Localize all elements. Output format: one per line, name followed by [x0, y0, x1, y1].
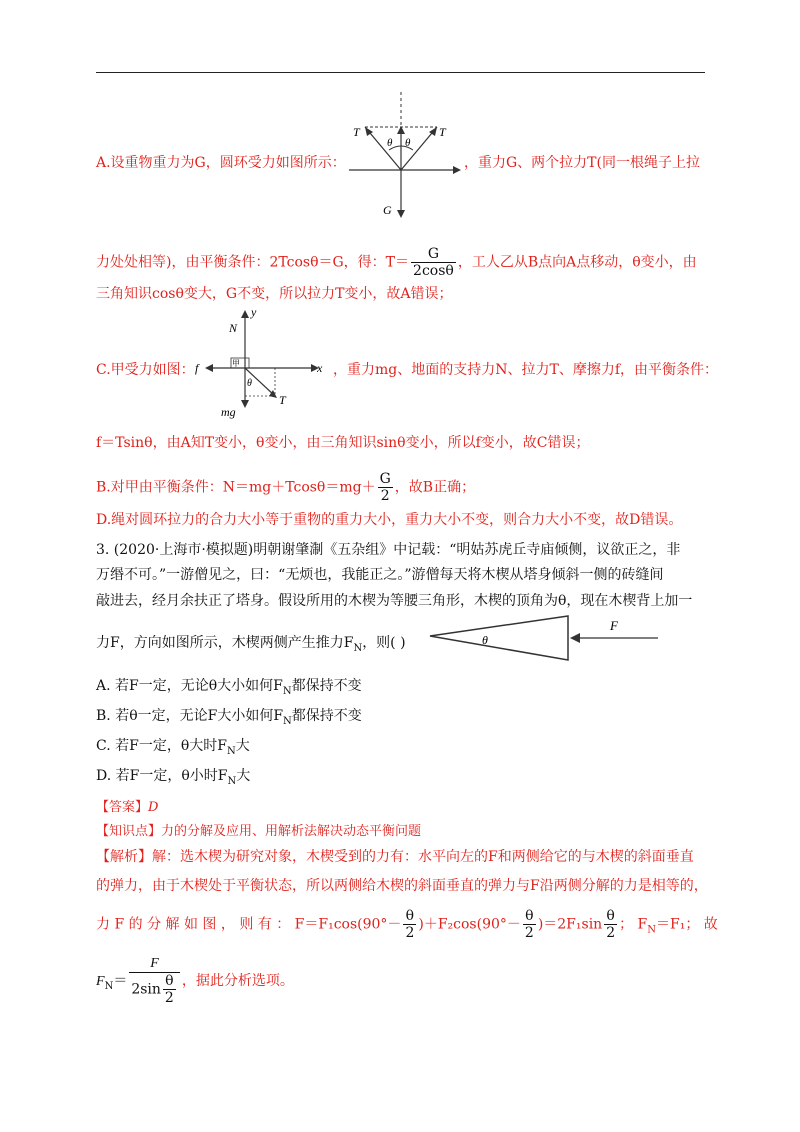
para-A-line1 — [96, 153, 346, 173]
option-C-sub: N — [226, 745, 236, 757]
fraction-T — [411, 246, 456, 279]
option-A-text: A. 若F一定，无论θ大小如何F — [96, 678, 283, 694]
answer-label: 【答案】 — [96, 800, 149, 815]
para-A-line1-suffix — [464, 153, 700, 173]
option-B-sub: N — [283, 715, 292, 727]
analysis-line1 — [96, 847, 694, 867]
ring-T-right-label: T — [439, 125, 446, 139]
fraction-theta-3-num: θ — [604, 908, 617, 925]
knowledge-point-line — [96, 822, 421, 842]
analysis-text-1: 解：选木楔为研究对象，木楔受到的力有：水平向左的F和两侧给它的与木楔的斜面垂直 — [152, 849, 694, 865]
para-A2-text: 力处处相等)，由平衡条件：2Tcosθ＝G，得：T＝ — [96, 254, 410, 271]
analysis-sub-N: N — [647, 924, 657, 936]
question-line1 — [96, 540, 680, 560]
question-line3 — [96, 591, 692, 611]
question-text-3: 敲进去，经月余扶正了塔身。假设所用的木楔为等腰三角形，木楔的顶角为θ，现在木楔背上加一 — [96, 593, 693, 609]
ring-T-left-label: T — [353, 125, 360, 139]
block-f-label: f — [195, 361, 199, 375]
fraction-FN-den: 2sin — [131, 981, 161, 998]
option-A[interactable] — [96, 676, 362, 702]
block-jia-label: 甲 — [232, 359, 240, 368]
option-B-text: B. 若θ一定，无论F大小如何F — [96, 708, 284, 724]
option-C-text: C. 若F一定，θ大时F — [96, 738, 227, 754]
wedge-diagram — [428, 612, 663, 664]
analysis-text-3a: 力 F 的 分 解 如 图 ， 则 有 ： F＝F₁cos(90°－ — [96, 916, 402, 933]
ring-theta-right-label: θ — [405, 137, 411, 149]
para-B-line — [96, 471, 475, 504]
option-D-sub: N — [227, 775, 237, 787]
analysis-line2 — [96, 876, 708, 896]
para-A-suffix: ，重力G、两个拉力T(同一根绳子上拉 — [464, 155, 700, 171]
option-C[interactable] — [96, 736, 250, 762]
para-C-line1-prefix — [96, 360, 195, 380]
analysis-text-3e: ＝F₁； 故 — [656, 916, 718, 933]
question-subscript: N — [353, 642, 363, 654]
analysis-text-2: 的弹力，由于木楔处于平衡状态，所以两侧给木楔的斜面垂直的弹力与F沿两侧分解的力是相等的， — [96, 878, 708, 894]
answer-value: D — [148, 800, 159, 815]
para-C-line1-suffix — [333, 360, 718, 380]
analysis-line4 — [96, 956, 294, 1006]
ring-force-diagram — [345, 92, 465, 222]
block-x-label: x — [317, 361, 323, 375]
para-D-text: D.绳对圆环拉力的合力大小等于重物的重力大小，重力大小不变，则合力大小不变，故D错误。 — [96, 512, 683, 528]
fraction-B-denominator: 2 — [380, 488, 390, 504]
fraction-T-numerator: G — [411, 246, 456, 263]
ring-G-label: G — [383, 203, 392, 217]
para-C-prefix: C.甲受力如图： — [96, 362, 195, 378]
question-line2 — [96, 565, 663, 585]
fraction-FN-den-theta: θ — [163, 973, 176, 990]
answer-line — [96, 798, 158, 818]
analysis-text-4: ，据此分析选项。 — [181, 973, 294, 989]
analysis-FN: F — [96, 974, 105, 989]
fraction-T-denominator: 2cosθ — [413, 263, 454, 279]
fraction-FN-num: F — [129, 956, 180, 973]
kp-label: 【知识点】 — [96, 824, 162, 839]
fraction-theta-2-den: 2 — [524, 925, 534, 941]
fraction-theta-1 — [403, 908, 416, 941]
option-B-end: 都保持不变 — [291, 708, 362, 724]
option-D-text: D. 若F一定，θ小时F — [96, 768, 228, 784]
analysis-text-3b: )＋F₂cos(90°－ — [418, 916, 521, 933]
kp-value: 力的分解及应用、用解析法解决动态平衡问题 — [161, 824, 422, 839]
option-D[interactable] — [96, 766, 250, 792]
para-D-line — [96, 510, 682, 530]
analysis-line3 — [96, 908, 718, 941]
fraction-FN — [129, 956, 180, 1006]
block-mg-label: mg — [221, 405, 236, 419]
para-B-text-end: ，故B正确； — [394, 479, 476, 496]
para-C-line2 — [96, 433, 590, 453]
analysis-FN-sub: N — [104, 980, 114, 992]
para-A2-text-end: ，工人乙从B点向A点移动，θ变小，由 — [457, 254, 697, 271]
fraction-theta-1-den: 2 — [405, 925, 415, 941]
para-A3-text: 三角知识cosθ变大，G不变，所以拉力T变小，故A错误； — [96, 286, 453, 302]
wedge-F-label: F — [610, 618, 618, 633]
analysis-text-3d: ； F — [619, 916, 648, 933]
option-A-end: 都保持不变 — [291, 678, 362, 694]
question-line4 — [96, 633, 406, 659]
para-B-text: B.对甲由平衡条件：N＝mg＋Tcosθ＝mg＋ — [96, 479, 376, 496]
option-C-end: 大 — [235, 738, 250, 754]
block-force-diagram — [195, 304, 330, 419]
para-C2-text: f＝Tsinθ，由A知T变小，θ变小，由三角知识sinθ变小，所以f变小，故C错误； — [96, 435, 590, 451]
para-A-line3 — [96, 284, 453, 304]
fraction-theta-2 — [523, 908, 536, 941]
option-A-sub: N — [282, 685, 292, 697]
para-A-line2 — [96, 246, 697, 279]
fraction-FN-den-two: 2 — [164, 990, 174, 1006]
wedge-theta-label: θ — [482, 633, 488, 647]
fraction-theta-2-num: θ — [523, 908, 536, 925]
analysis-eq: ＝ — [113, 973, 128, 989]
fraction-B-numerator: G — [379, 471, 391, 487]
fraction-B — [378, 471, 393, 504]
option-D-end: 大 — [236, 768, 251, 784]
question-text-4: 力F，方向如图所示，木楔两侧产生推力F — [96, 635, 354, 651]
question-text-2: 万缗不可。”一游僧见之，曰：“无烦也，我能正之。”游僧每天将木楔从塔身倾斜一侧的砖缝间 — [96, 567, 664, 583]
analysis-text-3c: )＝2F₁sin — [537, 916, 603, 933]
para-C-suffix: ，重力mg、地面的支持力N、拉力T、摩擦力f，由平衡条件： — [333, 362, 719, 378]
header-rule — [96, 72, 705, 73]
block-y-label: y — [251, 305, 257, 319]
fraction-theta-3 — [604, 908, 617, 941]
block-N-label: N — [229, 321, 238, 335]
para-A-prefix: A.设重物重力为G，圆环受力如图所示： — [96, 155, 346, 171]
analysis-label: 【解析】 — [96, 849, 152, 865]
ring-theta-left-label: θ — [387, 137, 393, 149]
option-B[interactable] — [96, 706, 362, 732]
fraction-theta-3-den: 2 — [606, 925, 616, 941]
block-theta-label: θ — [247, 378, 252, 389]
question-text-1: 3. (2020·上海市·模拟题)明朝谢肇淛《五杂组》中记载：“明姑苏虎丘寺庙倾侧，议欲正之，非 — [96, 542, 681, 558]
block-T-label: T — [279, 393, 286, 407]
question-text-4-end: ，则( ) — [362, 635, 406, 651]
fraction-theta-1-num: θ — [403, 908, 416, 925]
